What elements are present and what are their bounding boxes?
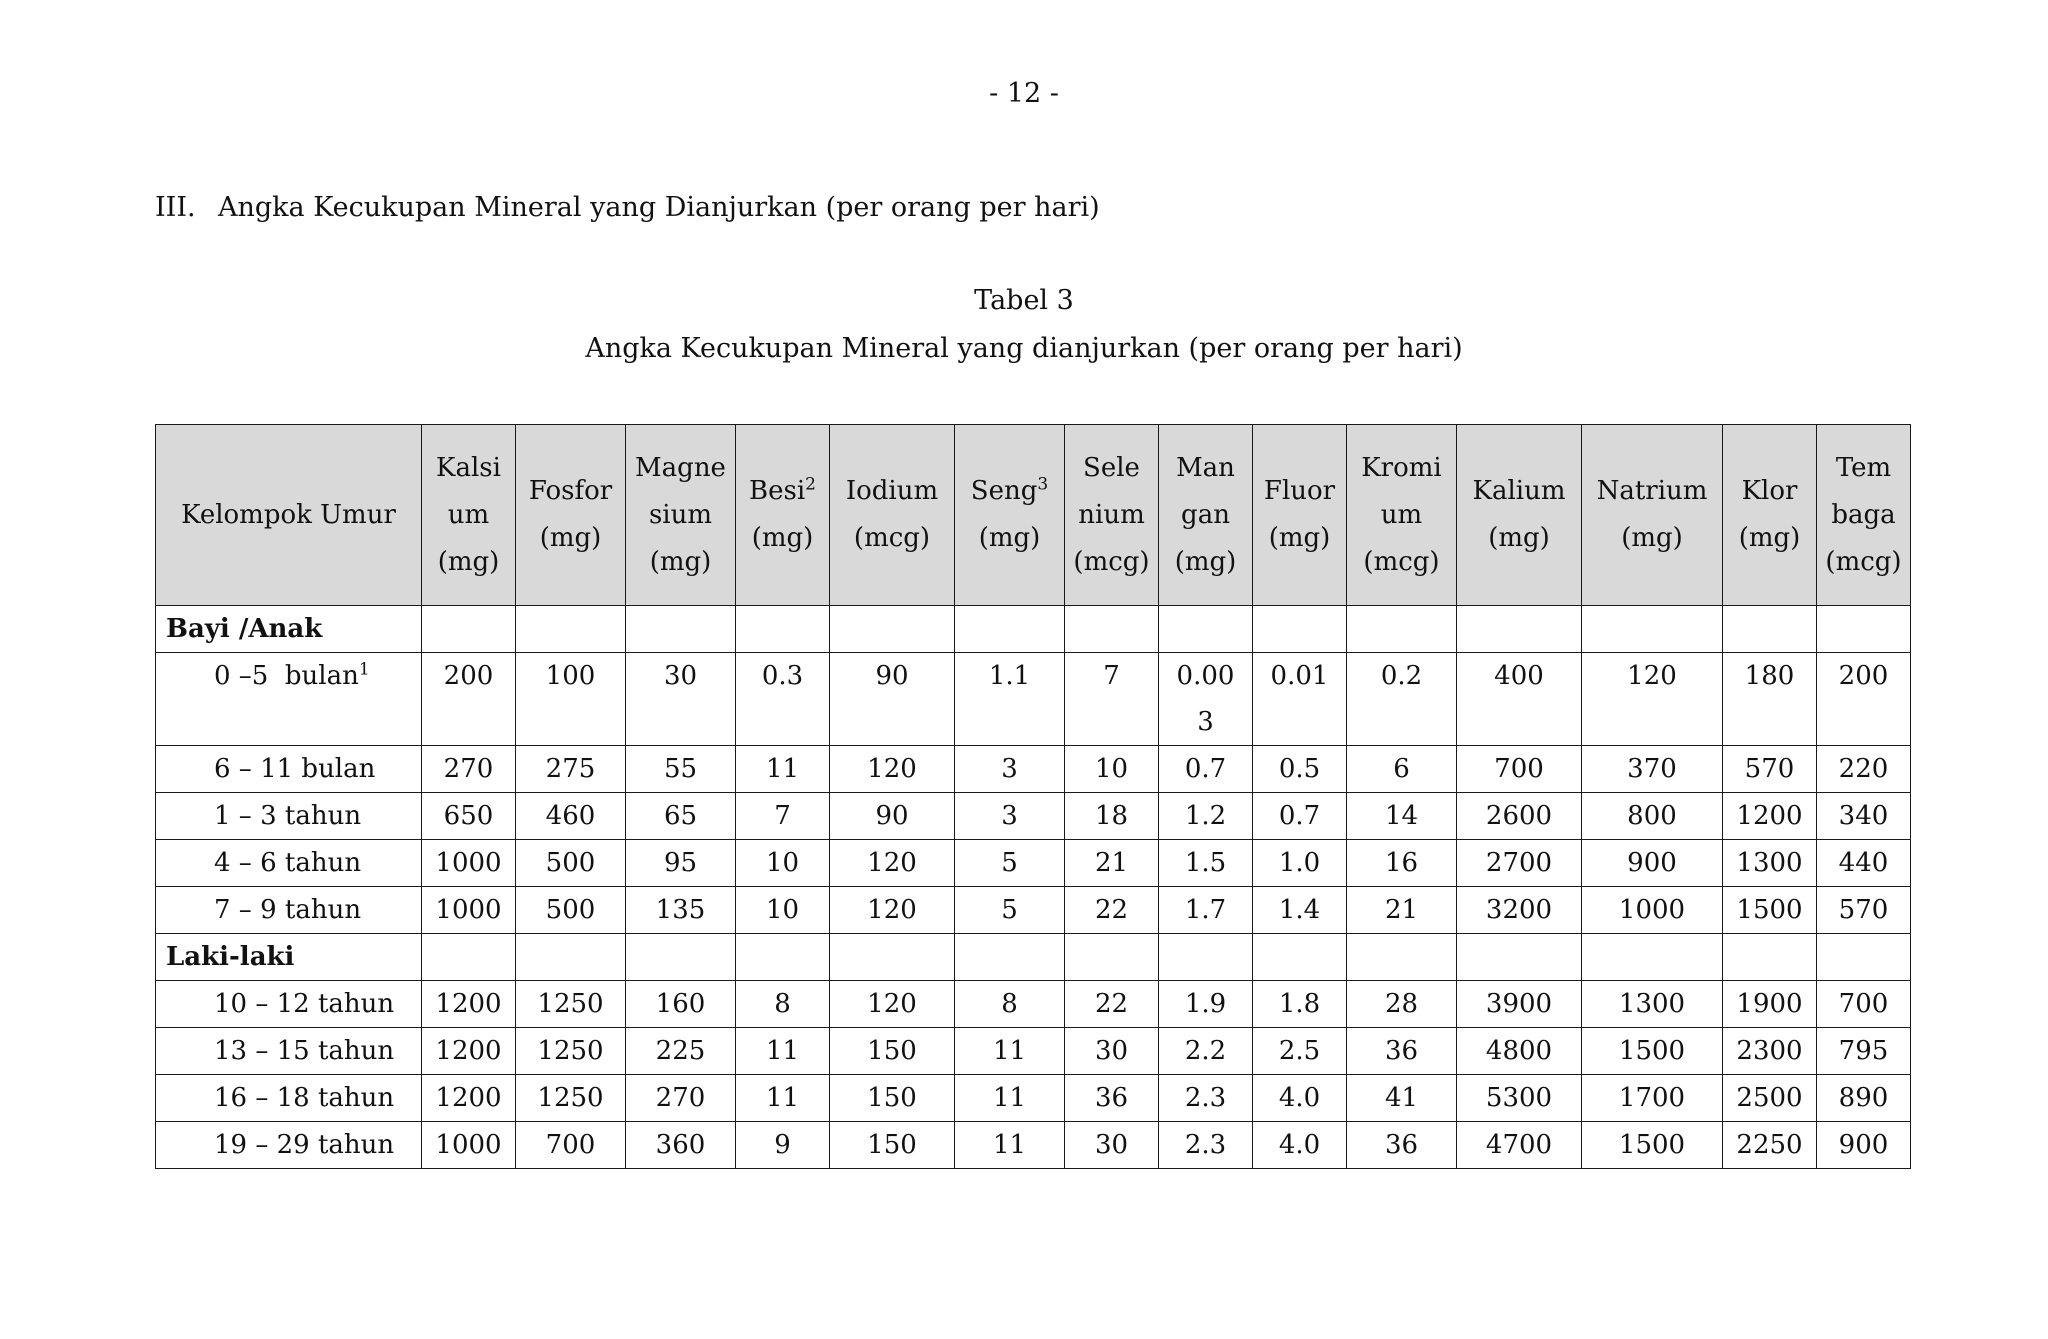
column-header-line: (mcg) — [1825, 546, 1902, 577]
column-header — [1253, 425, 1347, 606]
value-cell: 500 — [516, 887, 626, 934]
age-group-label: 4 – 6 tahun — [214, 848, 362, 878]
value-cell: 150 — [830, 1075, 955, 1122]
table-body — [156, 606, 1911, 1169]
value-cell: 2300 — [1723, 1028, 1817, 1075]
value-cell: 1900 — [1723, 981, 1817, 1028]
value-cell: 2600 — [1457, 793, 1582, 840]
empty-cell — [1723, 934, 1817, 981]
value-cell: 4700 — [1457, 1122, 1582, 1169]
table-row — [156, 653, 1911, 746]
value-cell: 21 — [1065, 840, 1159, 887]
page-number: - 12 - — [989, 78, 1059, 109]
empty-cell — [1065, 606, 1159, 653]
value-cell: 2.3 — [1159, 1075, 1253, 1122]
value-cell: 1.4 — [1253, 887, 1347, 934]
value-cell: 90 — [830, 653, 955, 746]
column-header-line: Fosfor — [528, 476, 613, 506]
value-cell: 3900 — [1457, 981, 1582, 1028]
age-group-label: 1 – 3 tahun — [214, 801, 362, 831]
table-row — [156, 840, 1911, 887]
empty-cell — [1723, 606, 1817, 653]
value-cell: 2.3 — [1159, 1122, 1253, 1169]
column-header-line: baga — [1831, 499, 1896, 530]
value-cell: 11 — [736, 1028, 830, 1075]
value-cell: 36 — [1347, 1122, 1457, 1169]
empty-cell — [422, 606, 516, 653]
value-cell: 1000 — [422, 1122, 516, 1169]
value-cell: 275 — [516, 746, 626, 793]
value-cell: 795 — [1817, 1028, 1911, 1075]
column-header-line: (mg) — [539, 523, 602, 553]
age-group-cell — [156, 840, 422, 887]
age-group-cell — [156, 793, 422, 840]
column-header-line: (mg) — [1174, 546, 1237, 577]
column-header-line: (mg) — [437, 546, 500, 577]
empty-cell — [1817, 606, 1911, 653]
column-header-line: nium — [1078, 499, 1145, 530]
value-cell: 0.7 — [1159, 746, 1253, 793]
value-cell: 18 — [1065, 793, 1159, 840]
empty-cell — [626, 934, 736, 981]
column-header-line: (mcg) — [1073, 546, 1150, 577]
value-cell: 1.5 — [1159, 840, 1253, 887]
empty-cell — [1159, 606, 1253, 653]
value-cell: 150 — [830, 1122, 955, 1169]
column-header — [736, 425, 830, 606]
column-header-line: um — [1380, 499, 1423, 530]
section-heading — [155, 192, 1100, 223]
value-cell: 650 — [422, 793, 516, 840]
section-numeral: III. — [155, 192, 196, 223]
value-cell: 28 — [1347, 981, 1457, 1028]
group-row — [156, 606, 1911, 653]
value-cell: 11 — [955, 1075, 1065, 1122]
column-header — [1457, 425, 1582, 606]
column-header-line: Besi — [749, 476, 806, 506]
value-cell: 1250 — [516, 981, 626, 1028]
value-cell: 8 — [736, 981, 830, 1028]
value-cell: 1.9 — [1159, 981, 1253, 1028]
value-cell: 700 — [1817, 981, 1911, 1028]
value-cell: 5 — [955, 887, 1065, 934]
value-cell: 14 — [1347, 793, 1457, 840]
table-row — [156, 746, 1911, 793]
value-cell: 1.8 — [1253, 981, 1347, 1028]
column-header — [1817, 425, 1911, 606]
value-cell: 1500 — [1582, 1122, 1723, 1169]
value-cell: 11 — [955, 1122, 1065, 1169]
column-header-line: (mg) — [649, 546, 712, 577]
value-cell: 270 — [422, 746, 516, 793]
empty-cell — [955, 934, 1065, 981]
value-cell: 0.01 — [1253, 653, 1347, 746]
column-header-line: Sele — [1083, 452, 1140, 483]
column-header-line: sium — [648, 499, 713, 530]
age-group-label: 7 – 9 tahun — [214, 895, 362, 925]
value-cell: 30 — [1065, 1028, 1159, 1075]
value-cell: 800 — [1582, 793, 1723, 840]
value-cell: 1000 — [1582, 887, 1723, 934]
column-header-line: Seng — [970, 476, 1038, 506]
age-group-cell — [156, 1122, 422, 1169]
column-header-line: Kalsi — [436, 452, 501, 483]
empty-cell — [1347, 934, 1457, 981]
empty-cell — [626, 606, 736, 653]
mineral-table — [155, 424, 1911, 1169]
value-cell: 10 — [736, 840, 830, 887]
empty-cell — [1253, 606, 1347, 653]
value-cell: 3 — [955, 793, 1065, 840]
value-cell: 0.5 — [1253, 746, 1347, 793]
column-header-line: Tem — [1835, 452, 1892, 483]
footnote-marker: 3 — [1037, 474, 1049, 495]
value-cell: 5 — [955, 840, 1065, 887]
empty-cell — [1817, 934, 1911, 981]
value-cell: 1300 — [1582, 981, 1723, 1028]
value-cell: 41 — [1347, 1075, 1457, 1122]
column-header-line: (mcg) — [1363, 546, 1440, 577]
value-cell: 36 — [1065, 1075, 1159, 1122]
value-cell: 9 — [736, 1122, 830, 1169]
empty-cell — [830, 606, 955, 653]
value-cell: 1200 — [1723, 793, 1817, 840]
value-cell: 1300 — [1723, 840, 1817, 887]
column-header-line: Natrium — [1596, 476, 1708, 506]
value-cell: 22 — [1065, 887, 1159, 934]
table-row — [156, 1122, 1911, 1169]
value-cell: 120 — [830, 840, 955, 887]
value-cell: 1500 — [1723, 887, 1817, 934]
group-label: Laki-laki — [156, 934, 422, 981]
column-header — [516, 425, 626, 606]
age-group-label: 0 –5 bulan — [214, 661, 359, 691]
column-header-line: Man — [1176, 452, 1235, 483]
age-group-cell — [156, 1028, 422, 1075]
value-cell: 0.3 — [736, 653, 830, 746]
column-header — [1159, 425, 1253, 606]
value-cell: 370 — [1582, 746, 1723, 793]
table-row — [156, 793, 1911, 840]
value-cell: 1000 — [422, 887, 516, 934]
value-cell: 16 — [1347, 840, 1457, 887]
value-cell: 22 — [1065, 981, 1159, 1028]
value-cell: 570 — [1723, 746, 1817, 793]
column-header-line: (mg) — [1268, 523, 1331, 553]
value-cell: 11 — [736, 1075, 830, 1122]
value-cell: 1250 — [516, 1075, 626, 1122]
value-cell: 500 — [516, 840, 626, 887]
column-header-line: Klor — [1741, 476, 1798, 506]
column-header — [1723, 425, 1817, 606]
value-cell: 900 — [1582, 840, 1723, 887]
value-cell: 1200 — [422, 981, 516, 1028]
value-cell: 900 — [1817, 1122, 1911, 1169]
value-cell: 120 — [830, 981, 955, 1028]
value-cell: 150 — [830, 1028, 955, 1075]
value-cell: 225 — [626, 1028, 736, 1075]
table-header-row — [156, 425, 1911, 606]
empty-cell — [516, 934, 626, 981]
value-cell: 10 — [736, 887, 830, 934]
footnote-marker: 2 — [805, 474, 816, 495]
value-cell: 7 — [736, 793, 830, 840]
value-cell: 10 — [1065, 746, 1159, 793]
age-group-cell — [156, 981, 422, 1028]
table-row — [156, 1028, 1911, 1075]
empty-cell — [1065, 934, 1159, 981]
table-row — [156, 981, 1911, 1028]
value-cell: 400 — [1457, 653, 1582, 746]
age-group-label: 10 – 12 tahun — [214, 989, 395, 1019]
value-cell: 55 — [626, 746, 736, 793]
table-row — [156, 887, 1911, 934]
value-cell: 30 — [1065, 1122, 1159, 1169]
column-header-line: um — [447, 499, 490, 530]
empty-cell — [736, 934, 830, 981]
value-cell: 700 — [516, 1122, 626, 1169]
column-header-line: gan — [1181, 499, 1230, 530]
value-cell: 0.7 — [1253, 793, 1347, 840]
value-cell: 4800 — [1457, 1028, 1582, 1075]
column-header — [955, 425, 1065, 606]
value-cell: 3 — [955, 746, 1065, 793]
table-caption: Tabel 3 — [974, 285, 1074, 316]
value-cell: 65 — [626, 793, 736, 840]
value-cell: 1200 — [422, 1075, 516, 1122]
table-title: Angka Kecukupan Mineral yang dianjurkan (per orang per hari) — [585, 333, 1463, 364]
column-header-line: Iodium — [845, 476, 939, 506]
value-cell: 2500 — [1723, 1075, 1817, 1122]
value-cell: 2250 — [1723, 1122, 1817, 1169]
value-cell: 440 — [1817, 840, 1911, 887]
value-cell: 21 — [1347, 887, 1457, 934]
age-group-cell — [156, 1075, 422, 1122]
value-cell: 460 — [516, 793, 626, 840]
empty-cell — [1159, 934, 1253, 981]
column-header — [156, 425, 422, 606]
column-header — [1582, 425, 1723, 606]
column-header-line: (mg) — [751, 523, 814, 553]
empty-cell — [516, 606, 626, 653]
empty-cell — [955, 606, 1065, 653]
value-cell: 120 — [830, 887, 955, 934]
value-cell: 360 — [626, 1122, 736, 1169]
value-cell: 135 — [626, 887, 736, 934]
value-cell: 120 — [1582, 653, 1723, 746]
age-group-label: 16 – 18 tahun — [214, 1083, 395, 1113]
empty-cell — [830, 934, 955, 981]
value-cell: 1700 — [1582, 1075, 1723, 1122]
value-cell: 7 — [1065, 653, 1159, 746]
value-cell: 200 — [1817, 653, 1911, 746]
value-cell: 3200 — [1457, 887, 1582, 934]
age-group-cell — [156, 746, 422, 793]
column-header — [1065, 425, 1159, 606]
age-group-label: 6 – 11 bulan — [214, 754, 376, 784]
column-header-line: (mg) — [1488, 523, 1550, 553]
value-cell: 1500 — [1582, 1028, 1723, 1075]
value-cell: 1250 — [516, 1028, 626, 1075]
group-row — [156, 934, 1911, 981]
age-group-label: 19 – 29 tahun — [214, 1130, 395, 1160]
column-header-line: Fluor — [1263, 476, 1336, 506]
value-cell: 700 — [1457, 746, 1582, 793]
value-cell: 1.1 — [955, 653, 1065, 746]
section-title: Angka Kecukupan Mineral yang Dianjurkan (per orang per hari) — [218, 192, 1100, 223]
value-cell: 8 — [955, 981, 1065, 1028]
value-cell: 1.2 — [1159, 793, 1253, 840]
column-header-line: (mg) — [978, 523, 1041, 553]
column-header-line: (mg) — [1621, 523, 1683, 553]
value-cell: 2.5 — [1253, 1028, 1347, 1075]
value-cell: 2700 — [1457, 840, 1582, 887]
age-group-label: 13 – 15 tahun — [214, 1036, 395, 1066]
value-cell: 36 — [1347, 1028, 1457, 1075]
column-header-line: (mcg) — [853, 523, 931, 553]
value-cell: 30 — [626, 653, 736, 746]
value-cell: 340 — [1817, 793, 1911, 840]
value-cell: 1000 — [422, 840, 516, 887]
column-header-line: (mg) — [1738, 523, 1801, 553]
column-header-line: Kelompok Umur — [181, 499, 396, 530]
value-cell: 11 — [736, 746, 830, 793]
table-row — [156, 1075, 1911, 1122]
column-header-line: Kromi — [1361, 452, 1442, 483]
column-header — [422, 425, 516, 606]
value-cell: 1200 — [422, 1028, 516, 1075]
column-header — [830, 425, 955, 606]
value-cell: 570 — [1817, 887, 1911, 934]
footnote-marker: 1 — [358, 659, 370, 680]
empty-cell — [1457, 934, 1582, 981]
value-cell: 11 — [955, 1028, 1065, 1075]
value-cell: 95 — [626, 840, 736, 887]
group-label: Bayi /Anak — [156, 606, 422, 653]
column-header-line: Magne — [635, 452, 726, 483]
column-header-line: Kalium — [1472, 476, 1566, 506]
value-cell: 5300 — [1457, 1075, 1582, 1122]
value-cell: 4.0 — [1253, 1075, 1347, 1122]
empty-cell — [1253, 934, 1347, 981]
value-cell: 120 — [830, 746, 955, 793]
value-cell: 0.2 — [1347, 653, 1457, 746]
value-cell: 200 — [422, 653, 516, 746]
empty-cell — [1582, 934, 1723, 981]
value-cell: 100 — [516, 653, 626, 746]
age-group-cell — [156, 653, 422, 746]
value-cell: 90 — [830, 793, 955, 840]
value-cell: 220 — [1817, 746, 1911, 793]
empty-cell — [422, 934, 516, 981]
value-cell: 4.0 — [1253, 1122, 1347, 1169]
empty-cell — [1582, 606, 1723, 653]
value-cell: 270 — [626, 1075, 736, 1122]
value-cell: 2.2 — [1159, 1028, 1253, 1075]
column-header — [1347, 425, 1457, 606]
value-cell: 180 — [1723, 653, 1817, 746]
value-cell: 1.0 — [1253, 840, 1347, 887]
value-cell: 0.003 — [1159, 653, 1253, 746]
age-group-cell — [156, 887, 422, 934]
value-cell: 890 — [1817, 1075, 1911, 1122]
empty-cell — [1457, 606, 1582, 653]
value-cell: 160 — [626, 981, 736, 1028]
value-cell: 6 — [1347, 746, 1457, 793]
empty-cell — [1347, 606, 1457, 653]
column-header — [626, 425, 736, 606]
empty-cell — [736, 606, 830, 653]
value-cell: 1.7 — [1159, 887, 1253, 934]
